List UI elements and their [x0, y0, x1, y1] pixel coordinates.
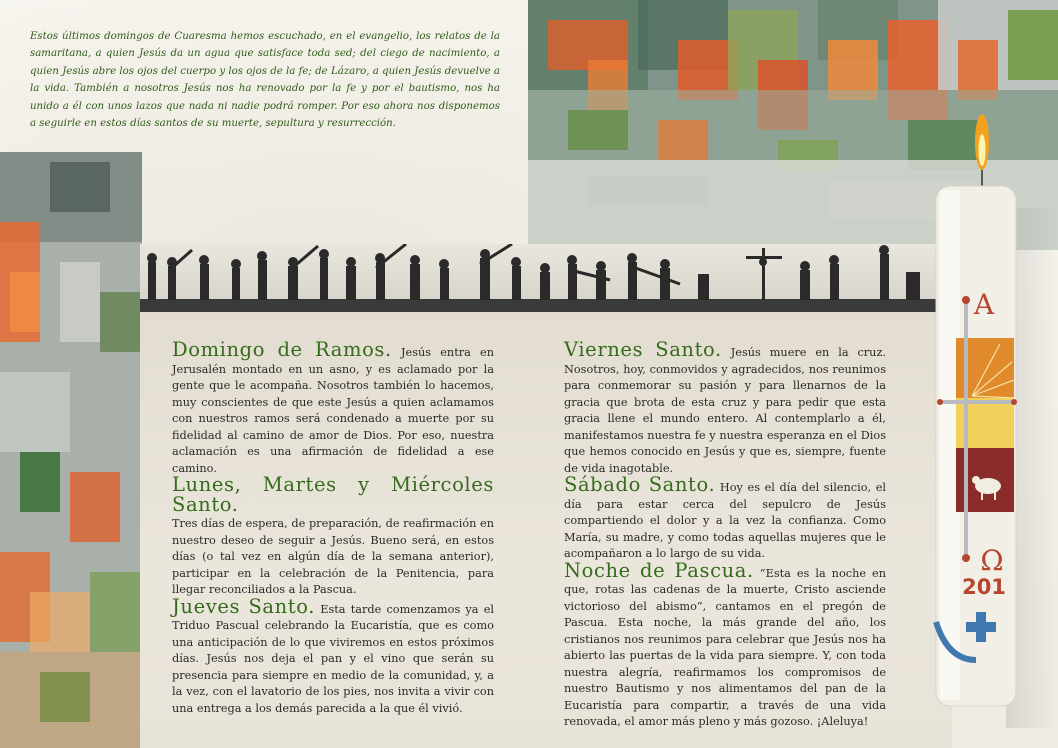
procession-silhouette	[140, 244, 940, 312]
section-title: Sábado Santo.	[564, 473, 716, 496]
section-body: “Esta es la noche en que, rotas las cadenas de la muerte, Cristo asciende victorioso del abismo”, cantamos en el pregón de Pascua. Esta noche, la más grande del año, los cristianos nos reunimos para celebrar que Jesús nos ha abierto las puertas de la vida para siempre. Y, con toda nuestra alegría, reafirmamos los compromisos de nuestro Bautismo y nos alimentamos del pan de la Eucaristía para compartir, a través de una vida renovada, el amor más pleno y más gozoso. ¡Aleluya!	[564, 566, 886, 728]
section-title: Noche de Pascua.	[564, 558, 754, 582]
candle-year: 201	[962, 575, 1006, 599]
section-noche	[564, 558, 886, 731]
section-body: Tres días de espera, de preparación, de reafirmación en nuestro deseo de seguir a Jesús. Bueno será, en estos días (o tal vez en algún día de la semana anterior), participar en la celebración de la Penitencia, para llegar reconciliados a la Pascua.	[172, 517, 494, 596]
cross-icon	[964, 300, 968, 560]
section-domingo	[172, 338, 494, 477]
section-body: Jesús entra en Jerusalén montado en un asno, y es aclamado por la gente que le acompaña. Nosotros también lo hacemos, muy conscientes de que este Jesús a quien aclamamos con nuestros ramos será condenado a muerte por su fidelidad al camino de amor de Dios. Por eso, nuestra aclamación es una afirmación de fidelidad a ese camino.	[172, 346, 494, 475]
intro-paragraph: Estos últimos domingos de Cuaresma hemos escuchado, en el evangelio, los relatos de la samaritana, a quien Jesús da un agua que satisface toda sed; del ciego de nacimiento, a quien Jesús abre los ojos del cuerpo y los ojos de la fe; de Lázaro, a quien Jesús devuelve a la vida. También a nosotros Jesús nos ha renovado por la fe y por el bautismo, nos ha unido a él con unos lazos que nada ni nadie podrá romper. Por eso ahora nos disponemos a seguirle en estos días santos de su muerte, sepultura y resurrección.	[30, 31, 500, 130]
section-viernes	[564, 338, 887, 477]
column-right	[564, 338, 887, 731]
alpha-letter: A	[973, 288, 995, 321]
omega-letter: Ω	[980, 544, 1004, 577]
section-title: Lunes, Martes y Miércoles Santo.	[172, 473, 494, 516]
left-strip-graphic	[0, 152, 142, 748]
procession-figures-graphic	[140, 244, 940, 312]
section-body: Esta tarde comenzamos ya el Triduo Pascual celebrando la Eucaristía, que es como una anticipación de lo que viviremos en estos próximos días. Jesús nos deja el pan y el vino que serán su presencia para siempre en medio de la comunidad, y, a la vez, con el lavatorio de los pies, nos invita a vivir con una entrega a los demás parecida a la que él vivió.	[172, 602, 494, 715]
section-sabado	[564, 473, 886, 563]
section-body: Hoy es el día del silencio, el día para estar cerca del sepulcro de Jesús compartiendo el dolor y a la vez la confianza. Como María, su madre, y como todas aquellas mujeres que le acompañaron a lo largo de su vida.	[564, 481, 886, 560]
section-title: Jueves Santo.	[172, 594, 316, 618]
abstract-painting-left	[0, 152, 142, 748]
column-left	[172, 338, 494, 717]
paschal-candle	[926, 100, 1026, 720]
section-lunes	[172, 473, 494, 599]
section-body: Jesús muere en la cruz. Nosotros, hoy, conmovidos y agradecidos, nos reunimos para conmemorar su pasión y para llenarnos de la gracia que brota de esta cruz y para pedir que esta gracia llene el mundo entero. Al contemplarlo a él, manifestamos nuestra fe y nuestra esperanza en el Dios que hemos conocido en Jesús y que es, siempre, fuente de vida inagotable.	[564, 346, 887, 475]
section-title: Viernes Santo.	[564, 338, 722, 361]
section-jueves	[172, 594, 494, 718]
section-title: Domingo de Ramos.	[172, 338, 392, 361]
